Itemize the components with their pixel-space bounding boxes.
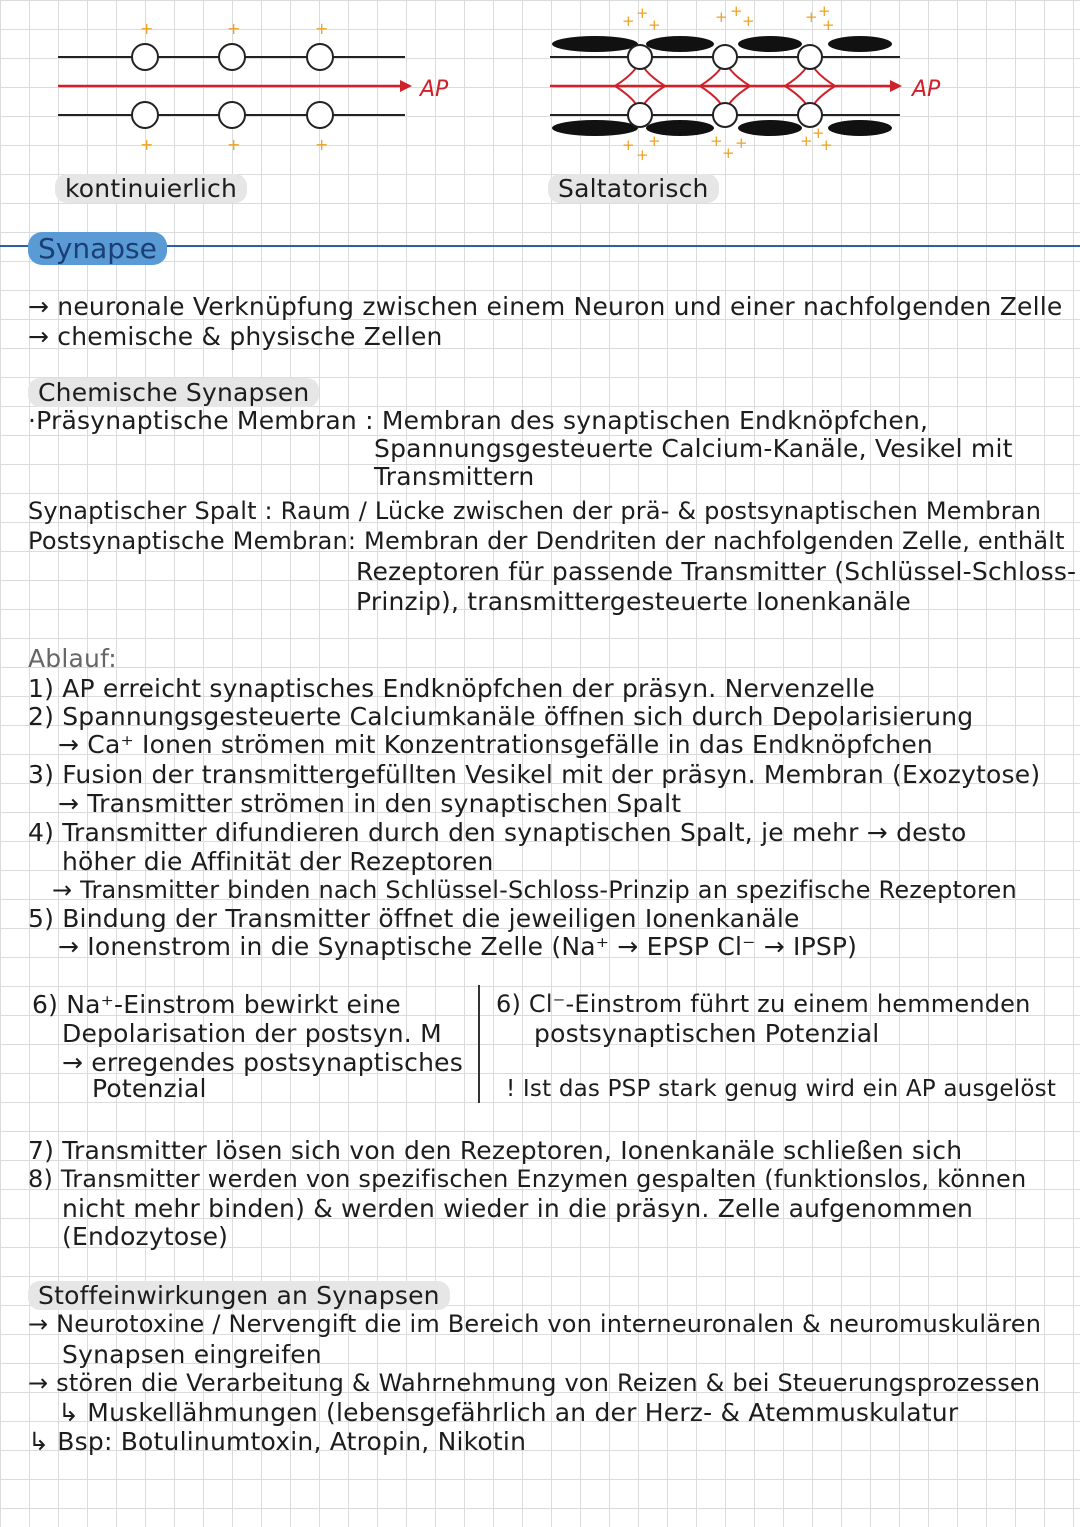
split-right-line: ! Ist das PSP stark genug wird ein AP ausgelöst bbox=[506, 1076, 1057, 1102]
ablauf-step: 2) Spannungsgesteuerte Calciumkanäle öffnen sich durch Depolarisierung bbox=[28, 702, 974, 731]
svg-text:+: + bbox=[140, 135, 154, 154]
split-left-line: → erregendes postsynaptisches bbox=[62, 1048, 463, 1077]
intro-line-2: → chemische & physische Zellen bbox=[28, 322, 443, 351]
intro-line-1: → neuronale Verknüpfung zwischen einem Neuron und einer nachfolgenden Zelle bbox=[28, 292, 1063, 321]
ap-label-left: AP bbox=[420, 77, 449, 102]
label-saltatory: Saltatorisch bbox=[548, 174, 719, 203]
svg-text:+: + bbox=[648, 132, 661, 150]
svg-text:+: + bbox=[227, 135, 241, 154]
svg-text:+: + bbox=[227, 19, 241, 38]
split-left-line: 6) Na⁺-Einstrom bewirkt eine bbox=[32, 990, 401, 1019]
svg-text:+: + bbox=[735, 134, 748, 152]
svg-text:+: + bbox=[722, 144, 735, 162]
chem-line: Transmittern bbox=[374, 462, 535, 491]
ap-label-right: AP bbox=[912, 77, 941, 102]
column-divider bbox=[478, 985, 480, 1103]
ablauf-step: 3) Fusion der transmittergefüllten Vesikel mit der präsyn. Membran (Exozytose) bbox=[28, 760, 1041, 789]
section-title: Synapse bbox=[28, 232, 167, 265]
stoff-line: → Neurotoxine / Nervengift die im Bereich von interneuronalen & neuromuskulären bbox=[28, 1310, 1042, 1338]
svg-text:+: + bbox=[710, 132, 723, 150]
chem-line: Synaptischer Spalt : Raum / Lücke zwischen der prä- & postsynaptischen Membran bbox=[28, 497, 1042, 525]
svg-text:+: + bbox=[822, 16, 835, 34]
label-continuous: kontinuierlich bbox=[55, 174, 247, 203]
ablauf-step: → Transmitter strömen in den synaptischen Spalt bbox=[58, 789, 682, 818]
ablauf-heading: Ablauf: bbox=[28, 644, 117, 673]
svg-text:+: + bbox=[812, 124, 825, 142]
chem-heading: Chemische Synapsen bbox=[28, 378, 319, 407]
svg-text:+: + bbox=[805, 8, 818, 26]
end-step: (Endozytose) bbox=[62, 1222, 229, 1251]
stoff-line: ↳ Bsp: Botulinumtoxin, Atropin, Nikotin bbox=[28, 1427, 527, 1456]
split-left-line: Potenzial bbox=[92, 1074, 207, 1103]
chem-line: Rezeptoren für passende Transmitter (Schlüssel-Schloss- bbox=[356, 557, 1077, 586]
stoff-line: ↳ Muskellähmungen (lebensgefährlich an der Herz- & Atemmuskulatur bbox=[58, 1398, 959, 1427]
ablauf-step: 5) Bindung der Transmitter öffnet die jeweiligen Ionenkanäle bbox=[28, 904, 800, 933]
chem-line: ·Präsynaptische Membran : Membran des synaptischen Endknöpfchen, bbox=[28, 406, 929, 435]
chem-line: Spannungsgesteuerte Calcium-Kanäle, Vesikel mit bbox=[374, 434, 1013, 463]
stoff-heading: Stoffeinwirkungen an Synapsen bbox=[28, 1281, 450, 1310]
svg-text:+: + bbox=[622, 12, 635, 30]
svg-text:+: + bbox=[818, 2, 831, 20]
split-right-line: 6) Cl⁻-Einstrom führt zu einem hemmenden bbox=[496, 990, 1031, 1018]
stoff-line: → stören die Verarbeitung & Wahrnehmung von Reizen & bei Steuerungsprozessen bbox=[28, 1369, 1041, 1397]
chem-line: Prinzip), transmittergesteuerte Ionenkanäle bbox=[356, 587, 911, 616]
svg-text:+: + bbox=[800, 132, 813, 150]
ablauf-step: → Ionenstrom in die Synaptische Zelle (Na⁺ → EPSP Cl⁻ → IPSP) bbox=[58, 932, 858, 961]
svg-text:+: + bbox=[742, 12, 755, 30]
svg-text:+: + bbox=[622, 136, 635, 154]
svg-text:+: + bbox=[636, 146, 649, 164]
svg-text:+: + bbox=[715, 8, 728, 26]
ablauf-step: 1) AP erreicht synaptisches Endknöpfchen der präsyn. Nervenzelle bbox=[28, 674, 875, 703]
svg-text:+: + bbox=[648, 16, 661, 34]
end-step: 8) Transmitter werden von spezifischen Enzymen gespalten (funktionslos, können bbox=[28, 1165, 1027, 1193]
svg-text:+: + bbox=[140, 19, 154, 38]
ablauf-step: → Transmitter binden nach Schlüssel-Schloss-Prinzip an spezifische Rezeptoren bbox=[52, 876, 1017, 904]
svg-text:+: + bbox=[730, 2, 743, 20]
chem-line: Postsynaptische Membran: Membran der Dendriten der nachfolgenden Zelle, enthält bbox=[28, 527, 1065, 555]
end-step: 7) Transmitter lösen sich von den Rezeptoren, Ionenkanäle schließen sich bbox=[28, 1136, 963, 1165]
svg-text:+: + bbox=[315, 19, 329, 38]
svg-text:+: + bbox=[315, 135, 329, 154]
svg-text:+: + bbox=[820, 136, 833, 154]
ablauf-step: 4) Transmitter difundieren durch den synaptischen Spalt, je mehr → desto bbox=[28, 818, 967, 847]
svg-text:+: + bbox=[636, 4, 649, 22]
end-step: nicht mehr binden) & werden wieder in die präsyn. Zelle aufgenommen bbox=[62, 1194, 974, 1223]
split-right-line: postsynaptischen Potenzial bbox=[534, 1019, 880, 1048]
ablauf-step: höher die Affinität der Rezeptoren bbox=[62, 847, 494, 876]
split-left-line: Depolarisation der postsyn. M bbox=[62, 1019, 442, 1048]
ablauf-step: → Ca⁺ Ionen strömen mit Konzentrationsgefälle in das Endknöpfchen bbox=[58, 730, 933, 759]
stoff-line: Synapsen eingreifen bbox=[62, 1340, 322, 1369]
